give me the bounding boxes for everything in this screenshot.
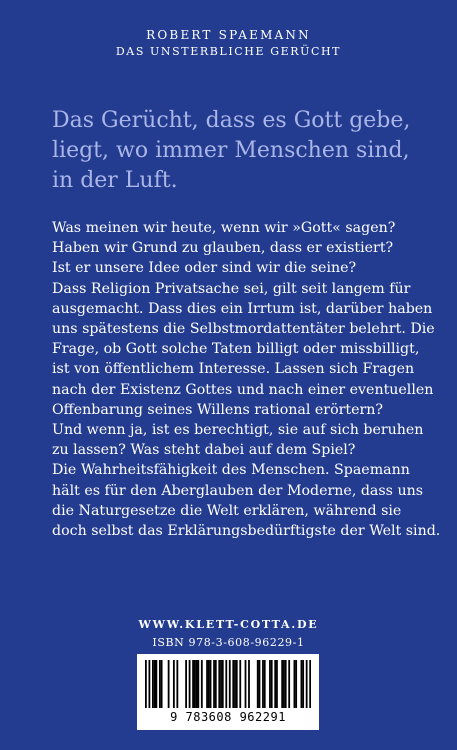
quote-line: Das Gerücht, dass es Gott gebe, (52, 108, 411, 133)
barcode-bar (225, 660, 227, 708)
blurb-line: die Naturgesetze die Welt erklären, während sie (52, 502, 402, 519)
barcode-bar (306, 660, 308, 708)
barcode-bar (154, 660, 156, 708)
barcode-bar (197, 660, 199, 708)
blurb-line: nach der Existenz Gottes und nach einer eventuellen (52, 381, 434, 398)
barcode-bar (208, 660, 210, 708)
barcode-bar (185, 660, 187, 708)
barcode-bar (222, 660, 224, 708)
blurb-line: doch selbst das Erklärungsbedürftigste der Welt sind. (52, 523, 441, 540)
barcode-bar (206, 660, 208, 708)
blurb-line: Ist er unsere Idee oder sind wir die seine? (52, 260, 357, 277)
barcode-bar (281, 660, 283, 708)
barcode-bar (236, 660, 238, 708)
barcode-bar (271, 660, 273, 708)
blurb-line: Die Wahrheitsfähigkeit des Menschen. Spaemann (52, 462, 410, 479)
barcode-bar (269, 660, 271, 708)
barcode-bar (285, 660, 287, 708)
blurb-line: ist von öffentlichem Interesse. Lassen sich Fragen (52, 361, 415, 378)
barcode-bar (232, 660, 234, 708)
book-title: DAS UNSTERBLICHE GERÜCHT (115, 45, 342, 58)
publisher-url: WWW.KLETT-COTTA.DE (138, 618, 319, 631)
barcode-bar (245, 660, 247, 708)
blurb-line: uns spätestens die Selbstmordattentäter belehrt. Die (52, 321, 435, 338)
barcode-bar (168, 660, 170, 708)
barcode-bar (201, 660, 203, 708)
barcode-bar (234, 660, 236, 708)
blurb-line: Offenbarung seines Willens rational erörtern? (52, 401, 384, 418)
barcode-bar (257, 660, 259, 708)
barcode-bar (302, 660, 304, 708)
barcode-bar (196, 660, 198, 708)
blurb-line: ausgemacht. Dass dies ein Irrtum ist, darüber haben (52, 300, 433, 317)
blurb-line: Was meinen wir heute, wenn wir »Gott« sagen? (52, 220, 396, 236)
barcode-bar (159, 660, 161, 708)
blurb-text (52, 218, 452, 541)
barcode-bar (229, 660, 231, 708)
isbn-number: ISBN 978-3-608-96229-1 (152, 636, 305, 649)
barcode-bar (218, 660, 220, 708)
barcode-bar (288, 660, 290, 708)
barcode-bar (248, 660, 250, 708)
blurb-line: zu lassen? Was steht dabei auf dem Spiel? (52, 442, 356, 459)
barcode-bar (176, 660, 178, 708)
barcode-bar (259, 660, 261, 708)
barcode-bar (210, 660, 212, 708)
barcode-bar (173, 660, 175, 708)
barcode-bar (262, 660, 264, 708)
barcode-bar (264, 660, 266, 708)
author-name: ROBERT SPAEMANN (146, 28, 311, 42)
pull-quote (52, 106, 442, 196)
barcode-bar (161, 660, 163, 708)
barcode-bar (152, 660, 154, 708)
barcode-bar (194, 660, 196, 708)
blurb-line: Dass Religion Privatsache sei, gilt seit langem für (52, 280, 411, 297)
barcode (137, 654, 319, 730)
barcode-bar (213, 660, 215, 708)
barcode-bar (274, 660, 276, 708)
barcode-bar (148, 660, 150, 708)
blurb-line: Frage, ob Gott solche Taten billigt oder missbilligt, (52, 341, 420, 358)
barcode-bars (145, 660, 311, 710)
barcode-bar (189, 660, 191, 708)
barcode-bar (215, 660, 217, 708)
quote-line: in der Luft. (52, 168, 178, 193)
barcode-bar (295, 660, 297, 708)
blurb-line: Haben wir Grund zu glauben, dass er existiert? (52, 240, 394, 257)
barcode-bar (145, 660, 147, 708)
barcode-bar (220, 660, 222, 708)
barcode-bar (192, 660, 194, 708)
barcode-bar (276, 660, 278, 708)
blurb-line: Und wenn ja, ist es berechtigt, sie auf sich beruhen (52, 422, 424, 439)
barcode-bar (301, 660, 303, 708)
barcode-bar (283, 660, 285, 708)
barcode-bar (294, 660, 296, 708)
quote-line: liegt, wo immer Menschen sind, (52, 138, 410, 163)
barcode-bar (309, 660, 311, 708)
barcode-bar (155, 660, 157, 708)
barcode-digits: 9 783608 962291 (170, 710, 286, 724)
barcode-bar (239, 660, 241, 708)
blurb-line: hält es für den Aberglauben der Moderne, dass uns (52, 482, 424, 499)
